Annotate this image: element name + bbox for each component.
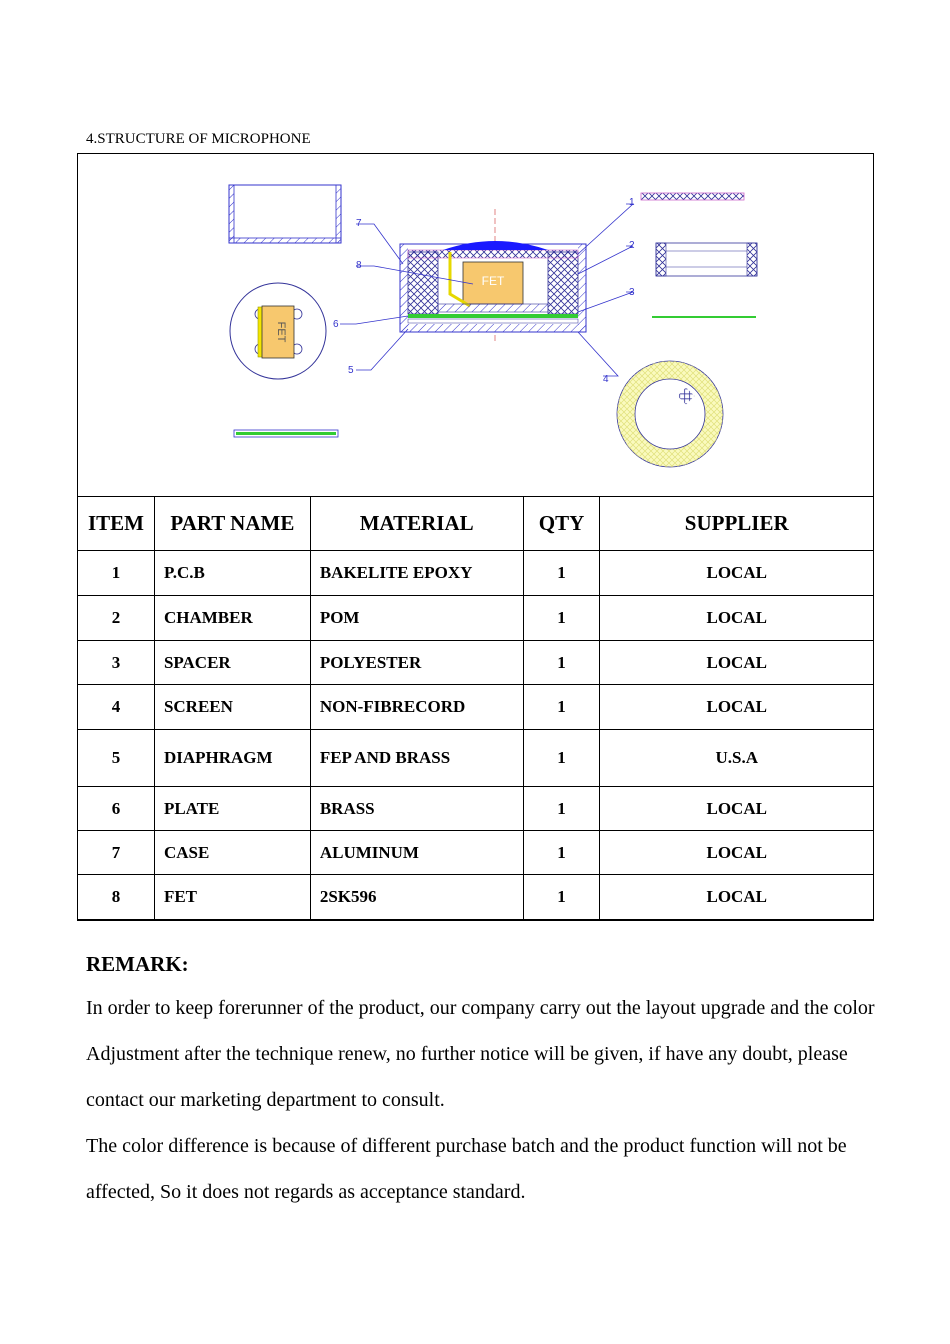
cell-item: 7 bbox=[78, 831, 155, 875]
section-title: 4.STRUCTURE OF MICROPHONE bbox=[86, 131, 311, 147]
cell-part: SCREEN bbox=[154, 685, 310, 730]
cell-supplier: LOCAL bbox=[600, 641, 874, 685]
cell-material: BRASS bbox=[310, 787, 523, 831]
cell-material: BAKELITE EPOXY bbox=[310, 551, 523, 596]
cell-qty: 1 bbox=[523, 831, 600, 875]
cell-material: NON-FIBRECORD bbox=[310, 685, 523, 730]
cell-qty: 1 bbox=[523, 596, 600, 641]
cell-item: 6 bbox=[78, 787, 155, 831]
remark-title: REMARK: bbox=[86, 952, 189, 976]
callout-1: 1 bbox=[629, 197, 635, 208]
cell-item: 2 bbox=[78, 596, 155, 641]
remark-paragraph-1: In order to keep forerunner of the product, our company carry out the layout upgrade and the color Adjustment after the technique renew, no further notice will be given, if have any doubt, please contact our marketing department to consult. bbox=[86, 997, 875, 1111]
cell-part: CHAMBER bbox=[154, 596, 310, 641]
header-supplier: SUPPLIER bbox=[600, 497, 874, 551]
cell-supplier: LOCAL bbox=[600, 685, 874, 730]
case-part-view bbox=[229, 185, 341, 243]
cell-qty: 1 bbox=[523, 730, 600, 787]
table-row bbox=[78, 685, 874, 730]
table-header-row bbox=[78, 497, 874, 551]
cell-part: CASE bbox=[154, 831, 310, 875]
remark-section bbox=[86, 952, 876, 1215]
cell-item: 8 bbox=[78, 875, 155, 920]
cell-item: 5 bbox=[78, 730, 155, 787]
callout-3: 3 bbox=[629, 287, 635, 298]
screen-part-view bbox=[617, 361, 723, 467]
cell-item: 4 bbox=[78, 685, 155, 730]
cell-qty: 1 bbox=[523, 685, 600, 730]
cell-item: 3 bbox=[78, 641, 155, 685]
cell-qty: 1 bbox=[523, 551, 600, 596]
cell-supplier: LOCAL bbox=[600, 596, 874, 641]
cell-supplier: U.S.A bbox=[600, 730, 874, 787]
cell-material: POLYESTER bbox=[310, 641, 523, 685]
cell-material: FEP AND BRASS bbox=[310, 730, 523, 787]
cell-qty: 1 bbox=[523, 641, 600, 685]
cell-part: PLATE bbox=[154, 787, 310, 831]
cell-part: P.C.B bbox=[154, 551, 310, 596]
plate-part-view bbox=[234, 430, 338, 437]
assembly-cross-section bbox=[400, 209, 586, 344]
cell-material: ALUMINUM bbox=[310, 831, 523, 875]
fet-label-section: FET bbox=[481, 274, 505, 288]
table-row bbox=[78, 875, 874, 920]
cell-supplier: LOCAL bbox=[600, 831, 874, 875]
cell-part: FET bbox=[154, 875, 310, 920]
callout-2: 2 bbox=[629, 240, 635, 251]
fet-top-view bbox=[230, 283, 326, 379]
callout-5: 5 bbox=[348, 365, 354, 376]
cell-qty: 1 bbox=[523, 787, 600, 831]
cell-item: 1 bbox=[78, 551, 155, 596]
remark-paragraph-2: The color difference is because of different purchase batch and the product function will not be affected, So it does not regards as acceptance standard. bbox=[86, 1135, 847, 1203]
chamber-part-view bbox=[656, 243, 757, 276]
spacer-part-view bbox=[652, 316, 756, 318]
structure-frame bbox=[77, 153, 874, 921]
header-part-name: PART NAME bbox=[154, 497, 310, 551]
parts-table bbox=[77, 496, 874, 920]
header-item: ITEM bbox=[78, 497, 155, 551]
cell-material: 2SK596 bbox=[310, 875, 523, 920]
table-row bbox=[78, 730, 874, 787]
callout-8: 8 bbox=[356, 260, 362, 271]
table-row bbox=[78, 551, 874, 596]
callout-4: 4 bbox=[603, 374, 609, 385]
header-material: MATERIAL bbox=[310, 497, 523, 551]
pcb-part-view bbox=[641, 193, 744, 200]
table-row bbox=[78, 787, 874, 831]
cell-supplier: LOCAL bbox=[600, 875, 874, 920]
cell-supplier: LOCAL bbox=[600, 551, 874, 596]
cell-part: SPACER bbox=[154, 641, 310, 685]
cell-qty: 1 bbox=[523, 875, 600, 920]
fet-label-rotated: FET bbox=[275, 321, 287, 343]
table-row bbox=[78, 596, 874, 641]
callout-6: 6 bbox=[333, 319, 339, 330]
cell-material: POM bbox=[310, 596, 523, 641]
cell-supplier: LOCAL bbox=[600, 787, 874, 831]
cell-part: DIAPHRAGM bbox=[154, 730, 310, 787]
callout-7: 7 bbox=[356, 218, 362, 229]
table-row bbox=[78, 641, 874, 685]
header-qty: QTY bbox=[523, 497, 600, 551]
table-row bbox=[78, 831, 874, 875]
microphone-structure-drawing bbox=[78, 154, 873, 496]
